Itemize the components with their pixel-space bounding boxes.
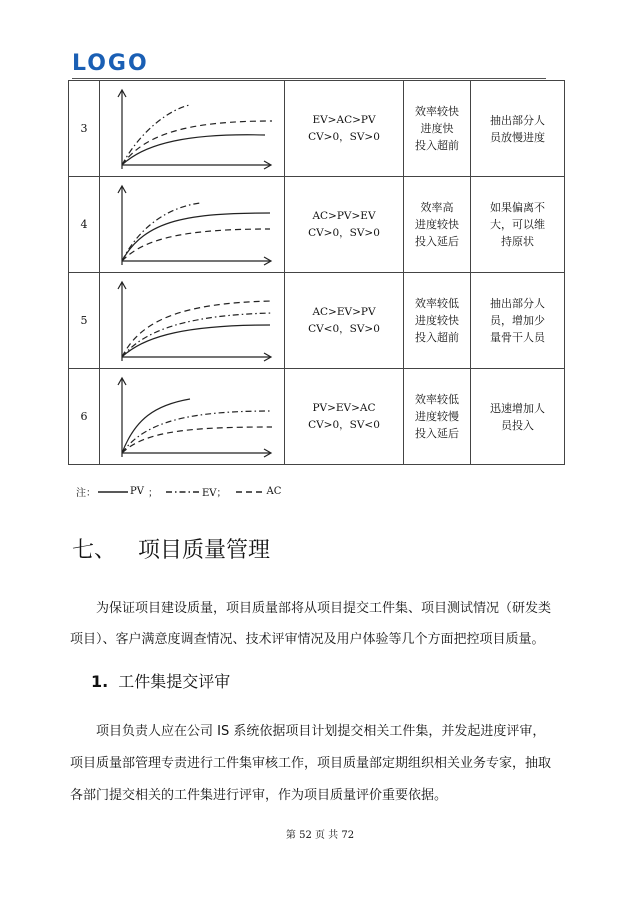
para2-line-2: 项目质量部管理专责进行工件集审核工作，项目质量部定期组织相关业务专家，抽取 <box>70 756 552 771</box>
curve-chart <box>100 177 285 273</box>
table-row <box>69 177 565 273</box>
ev-curve <box>122 105 190 165</box>
ev-relation-cell: PV>EV>AC CV>0，SV<0 <box>285 369 404 465</box>
company-logo: LOGO <box>72 51 149 76</box>
ev-relation-cell: EV>AC>PV CV>0，SV>0 <box>285 81 404 177</box>
ac-curve <box>122 229 270 261</box>
section-heading: 七、 项目质量管理 <box>72 538 271 563</box>
intro-line-2: 项目）、客户满意度调查情况、技术评审情况及用户体验等几个方面把控项目质量。 <box>70 632 545 647</box>
ev-relation-cell: AC>PV>EV CV>0，SV>0 <box>285 177 404 273</box>
curve-chart <box>100 81 285 177</box>
ev-curve <box>122 313 272 357</box>
condition-cell: 效率较低 进度较慢 投入延后 <box>404 369 471 465</box>
table-row <box>69 273 565 369</box>
page-footer: 第 52 页 共 72 <box>285 830 355 841</box>
ac-legend-line <box>236 488 264 496</box>
row-number: 6 <box>69 369 100 465</box>
intro-line-1: 为保证项目建设质量，项目质量部将从项目提交工件集、项目测试情况（研发类 <box>96 601 552 616</box>
action-cell: 抽出部分人 员，增加少 量骨干人员 <box>471 273 565 369</box>
ev-curve <box>122 411 272 453</box>
row-number: 4 <box>69 177 100 273</box>
ev-curve <box>122 203 200 261</box>
row-number: 5 <box>69 273 100 369</box>
para2-line-3: 各部门提交相关的工件集进行评审，作为项目质量评价重要依据。 <box>70 788 448 803</box>
condition-cell: 效率较快 进度快 投入超前 <box>404 81 471 177</box>
action-cell: 迅速增加人 员投入 <box>471 369 565 465</box>
table-row <box>69 369 565 465</box>
condition-cell: 效率高 进度较快 投入延后 <box>404 177 471 273</box>
chart-legend: 注： PV ； EV； AC <box>76 486 282 499</box>
ac-curve <box>122 121 272 165</box>
pv-legend-line <box>98 488 128 496</box>
ev-relation-cell: AC>EV>PV CV<0，SV>0 <box>285 273 404 369</box>
pv-curve <box>122 213 270 261</box>
pv-curve <box>122 135 265 165</box>
row-number: 3 <box>69 81 100 177</box>
curve-chart <box>100 369 285 465</box>
action-cell: 抽出部分人 员放慢进度 <box>471 81 565 177</box>
para2-line-1: 项目负责人应在公司 IS 系统依据项目计划提交相关工件集，并发起进度评审， <box>96 724 546 739</box>
subsection-heading: 1. 工件集提交评审 <box>91 672 231 691</box>
table-row <box>69 81 565 177</box>
ev-legend-line <box>166 488 200 496</box>
earned-value-table <box>68 80 565 465</box>
action-cell: 如果偏离不 大，可以维 持原状 <box>471 177 565 273</box>
header-rule <box>72 78 546 79</box>
curve-chart <box>100 273 285 369</box>
condition-cell: 效率较低 进度较快 投入超前 <box>404 273 471 369</box>
ac-curve <box>122 427 272 453</box>
